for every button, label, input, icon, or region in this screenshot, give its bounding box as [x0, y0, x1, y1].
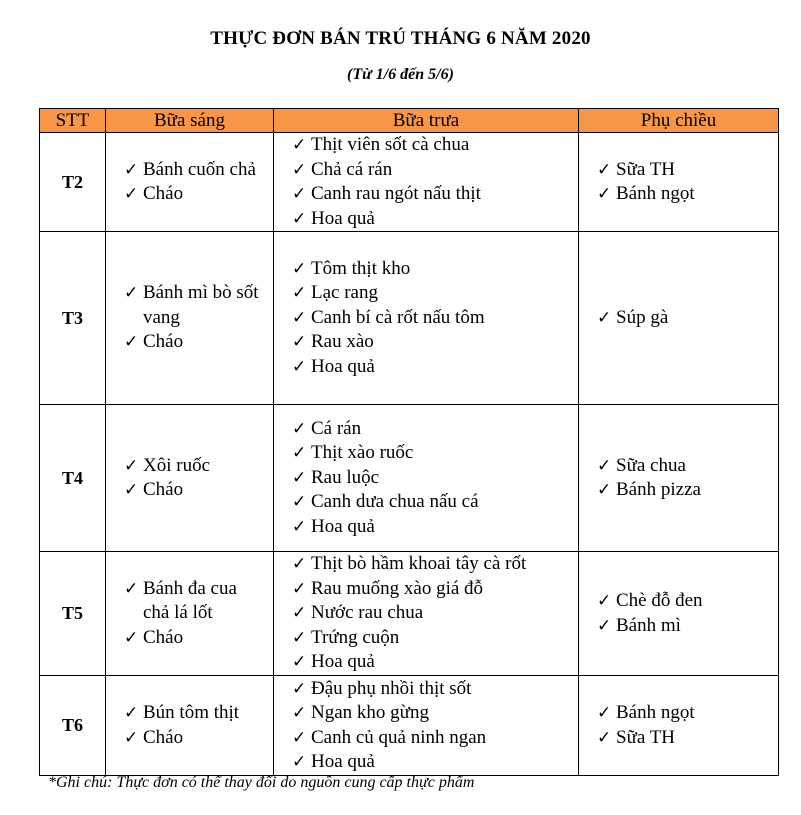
afternoon-cell — [579, 405, 779, 552]
list-item — [124, 726, 267, 751]
afternoon-list — [579, 589, 778, 638]
list-item — [597, 306, 772, 331]
check-mark-icon: ✓ — [292, 332, 307, 353]
item-text: Cá rán — [311, 417, 362, 439]
list-item — [292, 330, 572, 355]
list-item — [292, 726, 572, 751]
check-mark-icon: ✓ — [124, 578, 139, 599]
lunch-list — [274, 133, 578, 231]
lunch-cell — [274, 676, 579, 776]
header-row — [40, 109, 779, 133]
list-item — [292, 466, 572, 491]
check-mark-icon: ✓ — [124, 703, 139, 723]
list-item — [292, 490, 572, 515]
list-item — [292, 257, 572, 282]
header-lunch: Bữa trưa — [274, 109, 579, 133]
breakfast-list — [106, 158, 273, 207]
check-mark-icon: ✓ — [124, 283, 139, 304]
list-item — [124, 701, 267, 726]
list-item — [597, 478, 772, 503]
list-item — [124, 158, 267, 183]
item-text: Bánh cuốn chả — [143, 158, 256, 180]
lunch-cell — [274, 405, 579, 552]
footnote: *Ghi chú: Thực đơn có thể thay đổi do nguồn cung cấp thực phẩm — [48, 774, 475, 791]
list-item — [597, 701, 772, 726]
check-mark-icon: ✓ — [292, 356, 307, 377]
item-text: Cháo — [143, 726, 184, 748]
item-text: Cháo — [143, 331, 184, 353]
item-text: Lạc rang — [311, 282, 378, 304]
breakfast-cell — [106, 552, 274, 676]
check-mark-icon: ✓ — [292, 652, 307, 673]
afternoon-list — [579, 701, 778, 750]
header-breakfast: Bữa sáng — [106, 109, 274, 133]
list-item — [292, 133, 572, 158]
item-text: Hoa quả — [311, 207, 375, 229]
item-text: Bánh mì — [616, 614, 681, 636]
check-mark-icon: ✓ — [292, 307, 307, 328]
item-text: Rau muống xào giá đỗ — [311, 577, 484, 599]
list-item — [597, 454, 772, 479]
lunch-list — [274, 417, 578, 540]
list-item — [124, 182, 267, 207]
check-mark-icon: ✓ — [292, 418, 307, 439]
afternoon-list — [579, 306, 778, 331]
table-row — [40, 133, 779, 232]
check-mark-icon: ✓ — [292, 627, 307, 648]
check-mark-icon: ✓ — [292, 467, 307, 488]
lunch-cell — [274, 232, 579, 405]
list-item — [292, 306, 572, 331]
list-item — [292, 515, 572, 540]
list-item — [292, 577, 572, 602]
check-mark-icon: ✓ — [124, 480, 139, 500]
item-text: Chè đỗ đen — [616, 590, 703, 611]
day-cell: T5 — [40, 552, 106, 676]
list-item — [124, 577, 267, 626]
afternoon-cell — [579, 676, 779, 776]
afternoon-list — [579, 454, 778, 503]
item-text: Thịt bò hầm khoai tây cà rốt — [311, 553, 527, 575]
list-item — [597, 614, 772, 639]
list-item — [292, 552, 572, 577]
item-text: Hoa quả — [311, 651, 375, 673]
item-text: Canh bí cà rốt nấu tôm — [311, 306, 485, 328]
check-mark-icon: ✓ — [292, 578, 307, 599]
item-text: Bánh ngọt — [616, 702, 695, 723]
list-item — [292, 750, 572, 775]
check-mark-icon: ✓ — [597, 615, 612, 636]
check-mark-icon: ✓ — [292, 443, 307, 464]
afternoon-cell — [579, 232, 779, 405]
list-item — [292, 677, 572, 702]
check-mark-icon: ✓ — [124, 159, 139, 180]
list-item — [292, 182, 572, 207]
list-item — [292, 601, 572, 626]
check-mark-icon: ✓ — [292, 159, 307, 180]
item-text: Hoa quả — [311, 515, 375, 537]
list-item — [292, 650, 572, 675]
list-item — [597, 589, 772, 614]
item-text: Bánh đa cua chả lá lốt — [143, 577, 237, 624]
afternoon-cell — [579, 552, 779, 676]
breakfast-list — [106, 454, 273, 503]
check-mark-icon: ✓ — [124, 332, 139, 353]
item-text: Bánh pizza — [616, 479, 701, 500]
item-text: Cháo — [143, 183, 184, 204]
list-item — [292, 626, 572, 651]
item-text: Hoa quả — [311, 355, 375, 377]
day-cell: T3 — [40, 232, 106, 405]
item-text: Bún tôm thịt — [143, 702, 240, 723]
list-item — [292, 701, 572, 726]
check-mark-icon: ✓ — [597, 727, 612, 748]
item-text: Súp gà — [616, 306, 669, 328]
list-item — [292, 441, 572, 466]
item-text: Sữa TH — [616, 726, 676, 748]
item-text: Nước rau chua — [311, 602, 424, 624]
item-text: Canh rau ngót nấu thịt — [311, 183, 481, 204]
item-text: Sữa chua — [616, 454, 686, 476]
item-text: Cháo — [143, 479, 184, 500]
check-mark-icon: ✓ — [292, 678, 307, 699]
item-text: Canh dưa chua nấu cá — [311, 491, 479, 513]
check-mark-icon: ✓ — [597, 184, 612, 204]
breakfast-cell — [106, 232, 274, 405]
item-text: Rau xào — [311, 331, 374, 353]
check-mark-icon: ✓ — [292, 752, 307, 772]
table-row — [40, 552, 779, 676]
breakfast-cell — [106, 405, 274, 552]
item-text: Đậu phụ nhồi thịt sốt — [311, 677, 472, 699]
item-text: Tôm thịt kho — [311, 257, 411, 279]
item-text: Thịt xào ruốc — [311, 442, 414, 464]
list-item — [124, 626, 267, 651]
list-item — [597, 182, 772, 207]
item-text: Thịt viên sốt cà chua — [311, 134, 470, 155]
list-item — [292, 417, 572, 442]
item-text: Hoa quả — [311, 751, 375, 772]
check-mark-icon: ✓ — [292, 727, 307, 748]
check-mark-icon: ✓ — [292, 603, 307, 624]
page-title: THỰC ĐƠN BÁN TRÚ THÁNG 6 NĂM 2020 — [210, 28, 591, 49]
item-text: Cháo — [143, 626, 184, 648]
list-item — [124, 281, 267, 330]
list-item — [597, 726, 772, 751]
list-item — [292, 207, 572, 232]
check-mark-icon: ✓ — [292, 283, 307, 304]
afternoon-cell — [579, 133, 779, 232]
lunch-list — [274, 257, 578, 380]
list-item — [292, 281, 572, 306]
item-text: Sữa TH — [616, 158, 676, 180]
list-item — [597, 158, 772, 183]
check-mark-icon: ✓ — [597, 480, 612, 500]
table-row — [40, 232, 779, 405]
table-row — [40, 405, 779, 552]
table-row — [40, 676, 779, 776]
item-text: Xôi ruốc — [143, 454, 211, 476]
item-text: Chả cá rán — [311, 158, 393, 180]
check-mark-icon: ✓ — [292, 554, 307, 575]
item-text: Canh củ quả ninh ngan — [311, 726, 487, 748]
check-mark-icon: ✓ — [124, 627, 139, 648]
list-item — [292, 158, 572, 183]
date-range-subtitle: (Từ 1/6 đến 5/6) — [347, 66, 454, 83]
breakfast-cell — [106, 676, 274, 776]
breakfast-cell — [106, 133, 274, 232]
check-mark-icon: ✓ — [292, 516, 307, 537]
day-cell: T6 — [40, 676, 106, 776]
check-mark-icon: ✓ — [124, 727, 139, 748]
check-mark-icon: ✓ — [597, 455, 612, 476]
breakfast-list — [106, 577, 273, 651]
breakfast-list — [106, 281, 273, 355]
check-mark-icon: ✓ — [597, 159, 612, 180]
item-text: Bánh ngọt — [616, 183, 695, 204]
menu-table — [39, 108, 779, 776]
day-cell: T2 — [40, 133, 106, 232]
check-mark-icon: ✓ — [124, 184, 139, 204]
check-mark-icon: ✓ — [597, 703, 612, 723]
list-item — [292, 355, 572, 380]
check-mark-icon: ✓ — [597, 591, 612, 611]
check-mark-icon: ✓ — [124, 455, 139, 476]
lunch-cell — [274, 552, 579, 676]
check-mark-icon: ✓ — [292, 258, 307, 279]
item-text: Ngan kho gừng — [311, 702, 429, 723]
check-mark-icon: ✓ — [292, 492, 307, 513]
list-item — [124, 330, 267, 355]
check-mark-icon: ✓ — [292, 208, 307, 229]
lunch-list — [274, 677, 578, 775]
item-text: Trứng cuộn — [311, 626, 400, 648]
check-mark-icon: ✓ — [292, 135, 307, 155]
check-mark-icon: ✓ — [292, 703, 307, 723]
item-text: Rau luộc — [311, 466, 380, 488]
list-item — [124, 454, 267, 479]
lunch-cell — [274, 133, 579, 232]
header-afternoon: Phụ chiều — [579, 109, 779, 133]
afternoon-list — [579, 158, 778, 207]
lunch-list — [274, 552, 578, 675]
item-text: Bánh mì bò sốt vang — [143, 282, 259, 328]
breakfast-list — [106, 701, 273, 750]
check-mark-icon: ✓ — [597, 307, 612, 328]
header-stt: STT — [40, 109, 106, 133]
list-item — [124, 478, 267, 503]
check-mark-icon: ✓ — [292, 184, 307, 204]
day-cell: T4 — [40, 405, 106, 552]
